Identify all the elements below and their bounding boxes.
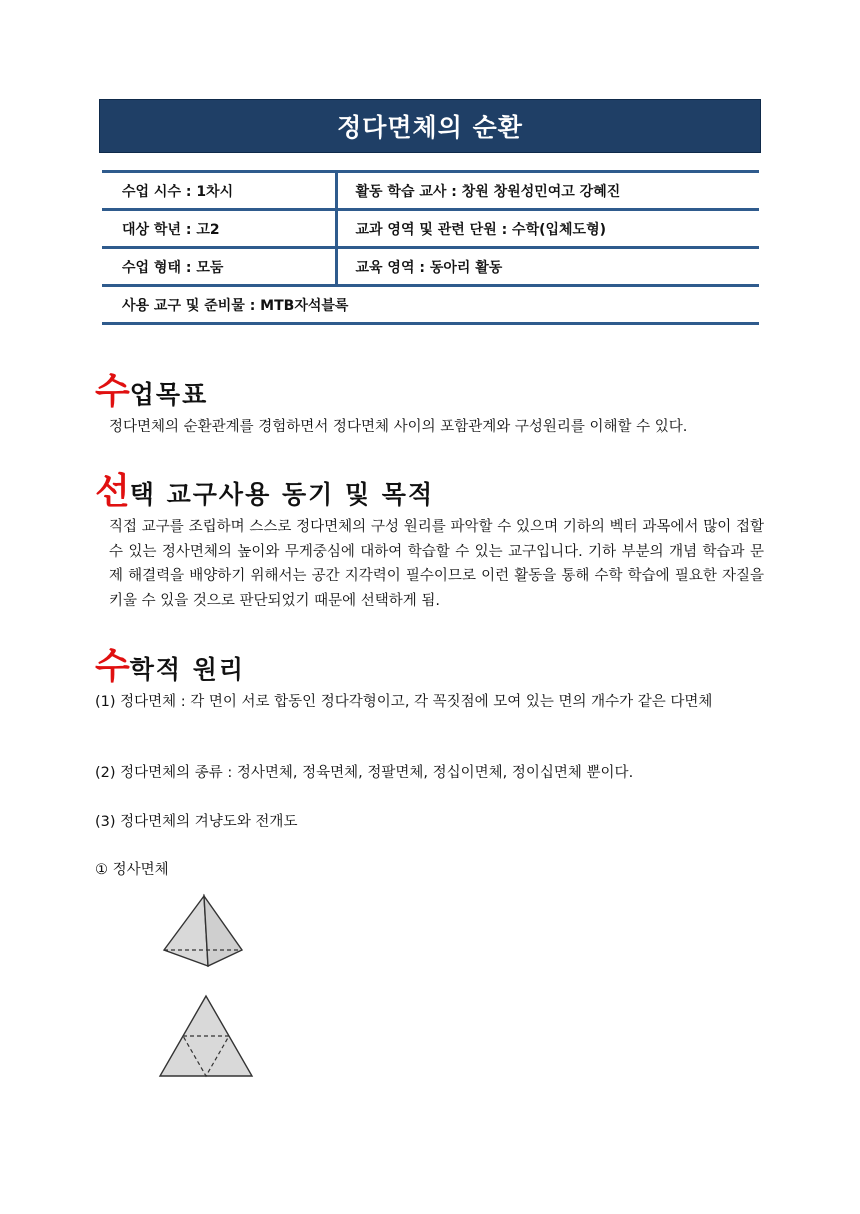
motive-text: 직접 교구를 조립하며 스스로 정다면체의 구성 원리를 파악할 수 있으며 기하의 벡터 과목에서 많이 접할 수 있는 정사면체의 높이와 무게중심에 대하여 학습할 수 있는 교구입니다. 기하 부분의 개념 학습과 문제 해결력을 배양하기 위해서는 공간 지각력이 필수이므로 이런 활동을 통해 수학 학습에 필요한 자질을 키울 수 있을 것으로 판단되었기 때문에 선택하게 됨. (109, 519, 764, 609)
section-initial: 수 (95, 646, 130, 687)
page-title: 정다면체의 순환 (99, 99, 761, 153)
class-format: 수업 형태 : 모둠 (102, 248, 336, 286)
table-row (102, 286, 759, 324)
teacher: 활동 학습 교사 : 창원 창원성민여고 강혜진 (336, 172, 759, 210)
tetrahedron-label: ① 정사면체 (95, 862, 169, 878)
subject-unit: 교과 영역 및 관련 단원 : 수학(입체도형) (336, 210, 759, 248)
section-title-rest: 택 교구사용 동기 및 목적 (129, 480, 435, 509)
lesson-info-table (102, 170, 759, 325)
section-title-principle (95, 638, 245, 689)
table-row (102, 210, 759, 248)
tetrahedron-net (156, 992, 256, 1082)
section-title-rest: 학적 원리 (129, 655, 246, 684)
materials: 사용 교구 및 준비물 : MTB자석블록 (102, 286, 759, 324)
table-row (102, 172, 759, 210)
principle-item-1: (1) 정다면체 : 각 면이 서로 합동인 정다각형이고, 각 꼭짓점에 모여 있는 면의 개수가 같은 다면체 (95, 694, 713, 710)
section-title-motive (95, 463, 434, 514)
section-initial: 선 (95, 471, 130, 512)
class-hours: 수업 시수 : 1차시 (102, 172, 336, 210)
tetrahedron-sketch (158, 890, 250, 980)
section-initial: 수 (95, 371, 130, 412)
principle-item-2: (2) 정다면체의 종류 : 정사면체, 정육면체, 정팔면체, 정십이면체, 정이십면체 뿐이다. (95, 765, 634, 781)
section-title-rest: 업목표 (129, 380, 209, 409)
goal-text: 정다면체의 순환관계를 경험하면서 정다면체 사이의 포함관계와 구성원리를 이해할 수 있다. (109, 419, 688, 435)
table-row (102, 248, 759, 286)
target-grade: 대상 학년 : 고2 (102, 210, 336, 248)
principle-item-3: (3) 정다면체의 겨냥도와 전개도 (95, 814, 298, 830)
section-title-goal (95, 363, 208, 414)
education-area: 교육 영역 : 동아리 활동 (336, 248, 759, 286)
